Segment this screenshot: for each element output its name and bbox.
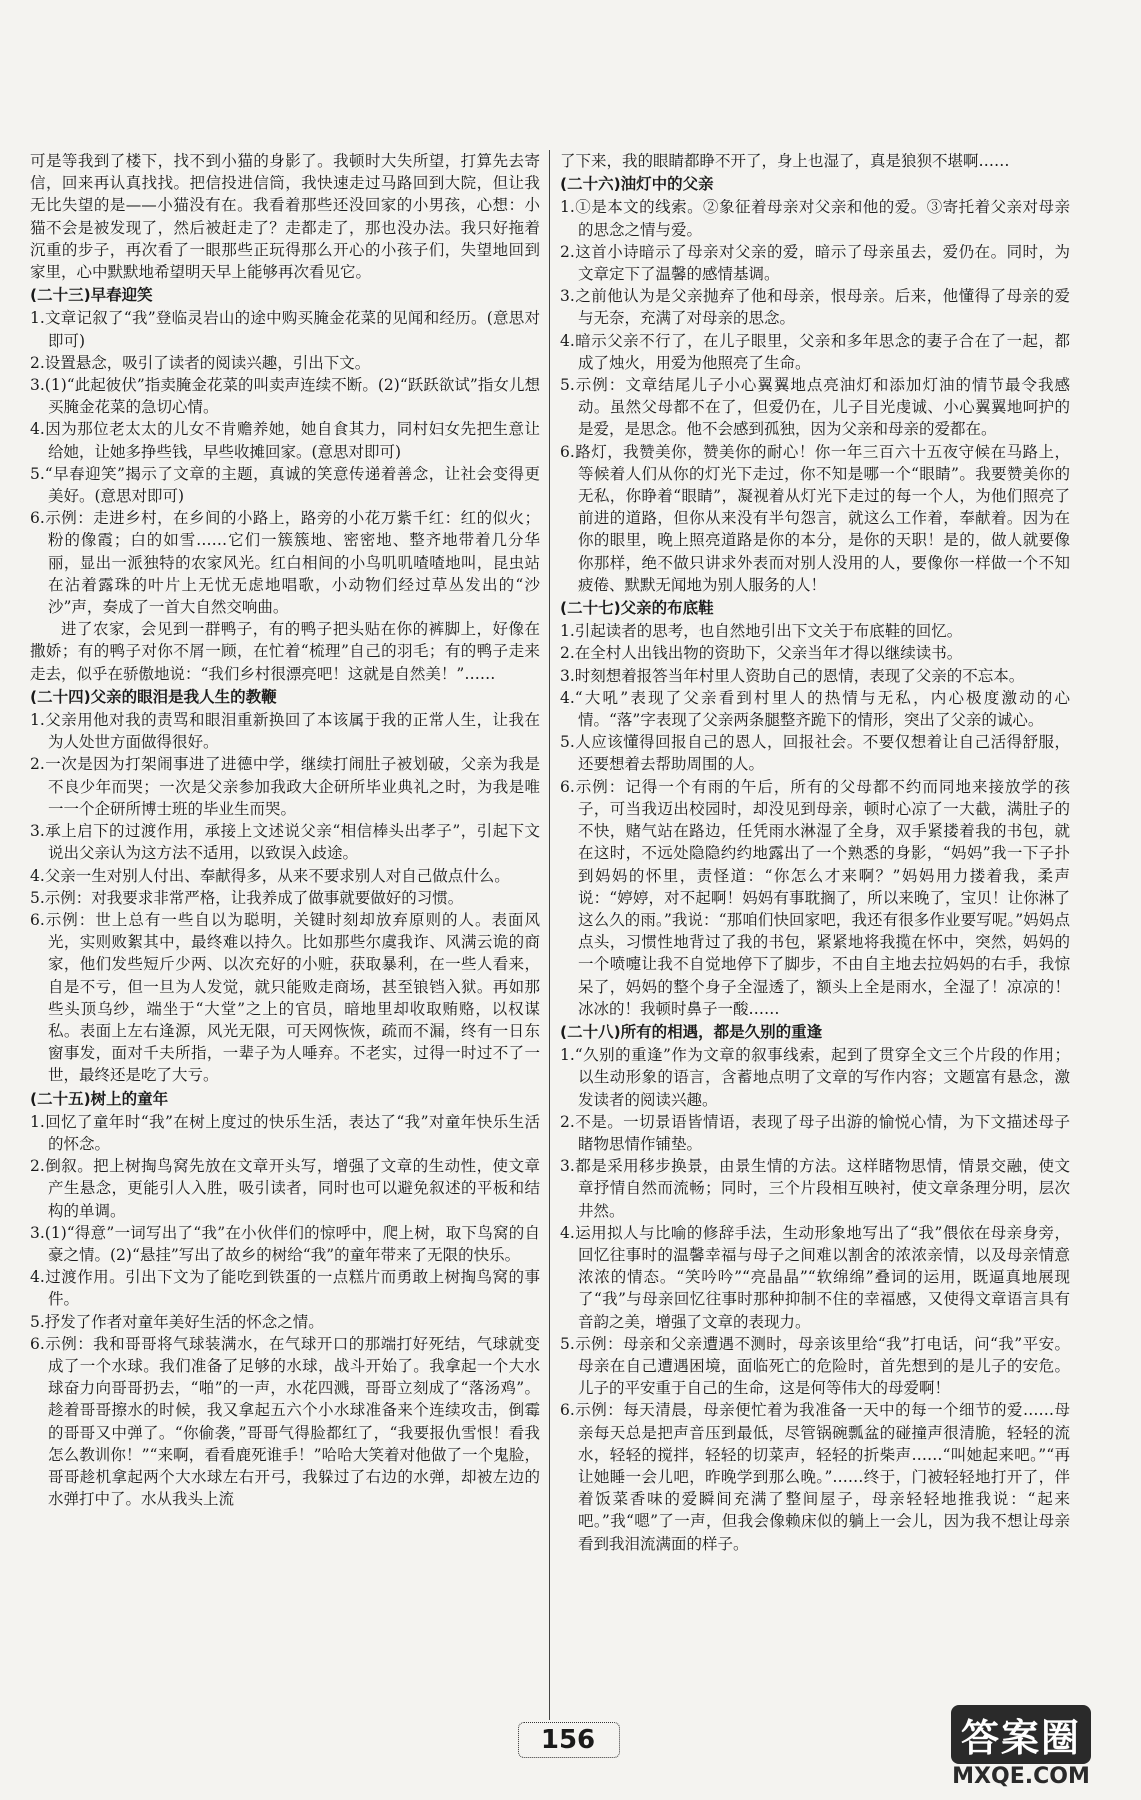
answer-item: 3.(1)“此起彼伏”指卖腌金花菜的叫卖声连续不断。(2)“跃跃欲试”指女儿想买腌金花菜的急切心情。 (30, 376, 540, 417)
answer-item: 3.(1)“得意”一词写出了“我”在小伙伴们的惊呼中，爬上树，取下鸟窝的自豪之情。(2)“悬挂”写出了故乡的树给“我”的童年带来了无限的快乐。 (30, 1223, 540, 1264)
answer-item: 2.倒叙。把上树掏鸟窝先放在文章开头写，增强了文章的生动性，使文章产生悬念，更能引人入胜，吸引读者，同时也可以避免叙述的平板和结构的单调。 (30, 1157, 540, 1220)
paragraph: 可是等我到了楼下，找不到小猫的身影了。我顿时大失所望，打算先去寄信，回来再认真找找。把信投进信筒，我快速走过马路回到大院，但让我无比失望的是——小猫没有在。我看着那些还没回家的小男孩，心想：小猫不会是被发现了，然后被赶走了？走都走了，那也没办法。我只好拖着沉重的步子，再次看了一眼那些正玩得那么开心的小孩子们，失望地回到家里，心中默默地希望明天早上能够再次看见它。 (30, 152, 540, 282)
answer-item: 6.示例：走进乡村，在乡间的小路上，路旁的小花万紫千红：红的似火；粉的像霞；白的如雪……它们一簇簇地、密密地、整齐地带着几分华丽，显出一派独特的农家风光。红白相间的小鸟叽叽喳喳地叫，昆虫站在沾着露珠的叶片上无忧无虑地唱歌，小动物们经过草丛发出的“沙沙”声，奏成了一首大自然交响曲。 (30, 509, 540, 617)
page-number (488, 1720, 648, 1760)
answer-item: 5.示例：文章结尾儿子小心翼翼地点亮油灯和添加灯油的情节最令我感动。虽然父母都不在了，但爱仍在，儿子目光虔诚、小心翼翼地呵护的是爱，是思念。他不会感到孤独，因为父亲和母亲的爱都在。 (560, 376, 1070, 439)
answer-item: 6.示例：世上总有一些自以为聪明，关键时刻却放弃原则的人。表面风光，实则败絮其中，最终难以持久。比如那些尔虞我诈、风满云诡的商家，他们发些短斤少两、以次充好的小赃，获取暴利，在一些人看来，自是不亏，但一旦为人发觉，就只能败走商场，甚至锒铛入狱。再如那些头顶乌纱，端坐于“大堂”之上的官员，暗地里却收取贿赂，以权谋私。表面上左右逢源，风光无限，可天网恢恢，疏而不漏，终有一日东窗事发，面对千夫所指，一辈子为人唾弃。不老实，过得一时过不了一世，最终还是吃了大亏。 (30, 910, 540, 1085)
answer-item: 3.承上启下的过渡作用，承接上文述说父亲“相信棒头出孝子”，引起下文说出父亲认为这方法不适用，以致误入歧途。 (30, 822, 540, 863)
answer-item: 3.时刻想着报答当年村里人资助自己的恩情，表现了父亲的不忘本。 (560, 666, 1025, 685)
answer-item: 1.回忆了童年时“我”在树上度过的快乐生活，表达了“我”对童年快乐生活的怀念。 (30, 1112, 540, 1153)
answer-item: 1.文章记叙了“我”登临灵岩山的途中购买腌金花菜的见闻和经历。(意思对即可) (30, 309, 540, 350)
section-heading: (二十五)树上的童年 (30, 1089, 169, 1108)
answer-item: 1.“久别的重逢”作为文章的叙事线索，起到了贯穿全文三个片段的作用；以生动形象的语言，含蓄地点明了文章的写作内容；文题富有悬念，激发读者的阅读兴趣。 (560, 1046, 1070, 1109)
answer-item: 2.在全村人出钱出物的资助下，父亲当年才得以继续读书。 (560, 644, 963, 663)
answer-item: 5.人应该懂得回报自己的恩人，回报社会。不要仅想着让自己活得舒服，还要想着去帮助周围的人。 (560, 733, 1070, 774)
answer-item: 4.运用拟人与比喻的修辞手法，生动形象地写出了“我”偎依在母亲身旁，回忆往事时的温馨幸福与母子之间难以割舍的浓浓亲情，以及母亲情意浓浓的情态。“笑吟吟”“亮晶晶”“软绵绵”叠词的运用，既逼真地展现了“我”与母亲回忆往事时那种抑制不住的幸福感，又使得文章语言具有音韵之美，增强了文章的表现力。 (560, 1223, 1070, 1331)
answer-item: 6.路灯，我赞美你，赞美你的耐心！你一年三百六十五夜守候在马路上，等候着人们从你的灯光下走过，你不知是哪一个“眼睛”。我要赞美你的无私，你睁着“眼睛”，凝视着从灯光下走过的每一个人，为他们照亮了前进的道路，但你从来没有半句怨言，就这么工作着，奉献着。因为在你的眼里，晚上照亮道路是你的本分，是你的天职！是的，做人就要像你那样，绝不做只讲求外表而对别人没用的人，要像你一样做一个不知疲倦、默默无闻地为别人服务的人！ (560, 442, 1070, 594)
page-number-text: 156 (540, 1725, 596, 1755)
right-column (560, 150, 1070, 1555)
answer-item: 5.示例：对我要求非常严格，让我养成了做事就要做好的习惯。 (30, 888, 464, 907)
answer-item: 5.抒发了作者对童年美好生活的怀念之情。 (30, 1312, 324, 1331)
answer-item: 2.一次是因为打架闹事进了进德中学，继续打闹肚子被划破，父亲为我是不良少年而哭；一次是父亲参加我政大企研所毕业典礼之时，为我是唯一一个企研所博士班的毕业生而哭。 (30, 755, 540, 818)
paragraph: 了下来，我的眼睛都睁不开了，身上也湿了，真是狼狈不堪啊…… (560, 152, 1010, 170)
answer-item: 3.都是采用移步换景，由景生情的方法。这样睹物思情，情景交融，使文章抒情自然而流畅；同时，三个片段相互映衬，使文章条理分明，层次井然。 (560, 1157, 1070, 1220)
answer-item: 1.①是本文的线索。②象征着母亲对父亲和他的爱。③寄托着父亲对母亲的思念之情与爱。 (560, 198, 1070, 239)
section-heading: (二十六)油灯中的父亲 (560, 175, 714, 194)
answer-item: 1.引起读者的思考，也自然地引出下文关于布底鞋的回忆。 (560, 622, 963, 641)
answer-item: 4.父亲一生对别人付出、奉献得多，从来不要求别人对自己做点什么。 (30, 866, 510, 885)
answer-item: 1.父亲用他对我的责骂和眼泪重新换回了本该属于我的正常人生，让我在为人处世方面做得很好。 (30, 711, 540, 752)
answer-item: 5.示例：母亲和父亲遭遇不测时，母亲该里给“我”打电话，问“我”平安。母亲在自己遭遇困境，面临死亡的危险时，首先想到的是儿子的安危。儿子的平安重于自己的生命，这是何等伟大的母爱啊！ (560, 1334, 1070, 1398)
answer-item: 3.之前他认为是父亲抛弃了他和母亲，恨母亲。后来，他懂得了母亲的爱与无奈，充满了对母亲的思念。 (560, 287, 1070, 328)
section-heading: (二十七)父亲的布底鞋 (560, 599, 714, 618)
section-heading: (二十三)早春迎笑 (30, 286, 153, 305)
section-heading: (二十四)父亲的眼泪是我人生的教鞭 (30, 687, 277, 706)
left-column (30, 150, 540, 1510)
answer-item: 5.“早春迎笑”揭示了文章的主题，真诚的笑意传递着善念，让社会变得更美好。(意思对即可) (30, 464, 540, 506)
section-heading: (二十八)所有的相遇，都是久别的重逢 (560, 1022, 823, 1041)
answer-item: 2.设置悬念，吸引了读者的阅读兴趣，引出下文。 (30, 353, 371, 372)
answer-item: 4.暗示父亲不行了，在儿子眼里，父亲和多年思念的妻子合在了一起，都成了烛火，用爱为他照亮了生命。 (560, 331, 1070, 372)
answer-item: 4.“大吼”表现了父亲看到村里人的热情与无私，内心极度激动的心情。“落”字表现了父亲两条腿整齐跪下的情形，突出了父亲的诚心。 (560, 688, 1070, 730)
answer-item: 6.示例：记得一个有雨的午后，所有的父母都不约而同地来接放学的孩子，可当我迈出校园时，却没见到母亲，顿时心凉了一大截，满肚子的不快，赌气站在路边，任凭雨水淋湿了全身，双手紧搂着我的书包，就在这时，不远处隐隐约约地露出了一个熟悉的身影，“妈妈”我一下子扑到妈妈的怀里，责怪道：“你怎么才来啊？”妈妈用力搂着我，柔声说：“婷婷，对不起啊！妈妈有事耽搁了，所以来晚了，宝贝！让你淋了这么久的雨。”我说：“那咱们快回家吧，我还有很多作业要写呢。”妈妈点点头，习惯性地背过了我的书包，紧紧地将我揽在怀中，突然，妈妈的一个喷嚏让我不自觉地停下了脚步，不由自主地去拉妈妈的右手，我惊呆了，妈妈的整个身子全湿透了，额头上全是雨水，全湿了！凉凉的！冰冰的！我顿时鼻子一酸…… (560, 777, 1070, 1018)
answer-item: 6.示例：每天清晨，母亲便忙着为我准备一天中的每一个细节的爱……母亲每天总是把声音压到最低，尽管锅碗瓢盆的碰撞声很清脆，轻轻的流水，轻轻的搅拌，轻轻的切菜声，轻轻的折柴声……“叫她起来吧。”“再让她睡一会儿吧，昨晚学到那么晚。”……终于，门被轻轻地打开了，伴着饭菜香味的爱瞬间充满了整间屋子，母亲轻轻地推我说：“起来吧。”我“嗯”了一声，但我会像赖床似的躺上一会儿，因为我不想让母亲看到我泪流满面的样子。 (560, 1401, 1070, 1553)
watermark-url: MXQE.COM (952, 1764, 1090, 1789)
answer-item: 6.示例：我和哥哥将气球装满水，在气球开口的那端打好死结，气球就变成了一个水球。我们准备了足够的水球，战斗开始了。我拿起一个大水球奋力向哥哥扔去，“啪”的一声，水花四溅，哥哥立刻成了“落汤鸡”。趁着哥哥擦水的时候，我又拿起五六个小水球准备来个连续攻击，倒霉的哥哥又中弹了。“你偷袭，”哥哥气得脸都红了，“我要报仇雪恨！看我怎么教训你！”“来啊，看看鹿死谁手！”哈哈大笑着对他做了一个鬼脸，哥哥趁机拿起两个大水球左右开弓，我躲过了右边的水弹，却被左边的水弹打中了。水从我头上流 (30, 1334, 540, 1509)
paragraph: 进了农家，会见到一群鸭子，有的鸭子把头贴在你的裤脚上，好像在撒娇；有的鸭子对你不屑一顾，在忙着“梳理”自己的羽毛；有的鸭子走来走去，似乎在骄傲地说：“我们乡村很漂亮吧！这就是自然美！”…… (30, 620, 540, 683)
answer-item: 4.因为那位老太太的儿女不肯赡养她，她自食其力，同村妇女先把生意让给她，让她多挣些钱，早些收摊回家。(意思对即可) (30, 420, 540, 461)
watermark (921, 1705, 1121, 1789)
answer-item: 4.过渡作用。引出下文为了能吃到铁蛋的一点糕片而勇敢上树掏鸟窝的事件。 (30, 1268, 540, 1309)
watermark-logo: 答案圈 (951, 1705, 1091, 1764)
column-divider (549, 150, 550, 1720)
answer-item: 2.这首小诗暗示了母亲对父亲的爱，暗示了母亲虽去，爱仍在。同时，为文章定下了温馨的感情基调。 (560, 242, 1070, 284)
answer-item: 2.不是。一切景语皆情语，表现了母子出游的愉悦心情，为下文描述母子睹物思情作铺垫。 (560, 1112, 1070, 1153)
